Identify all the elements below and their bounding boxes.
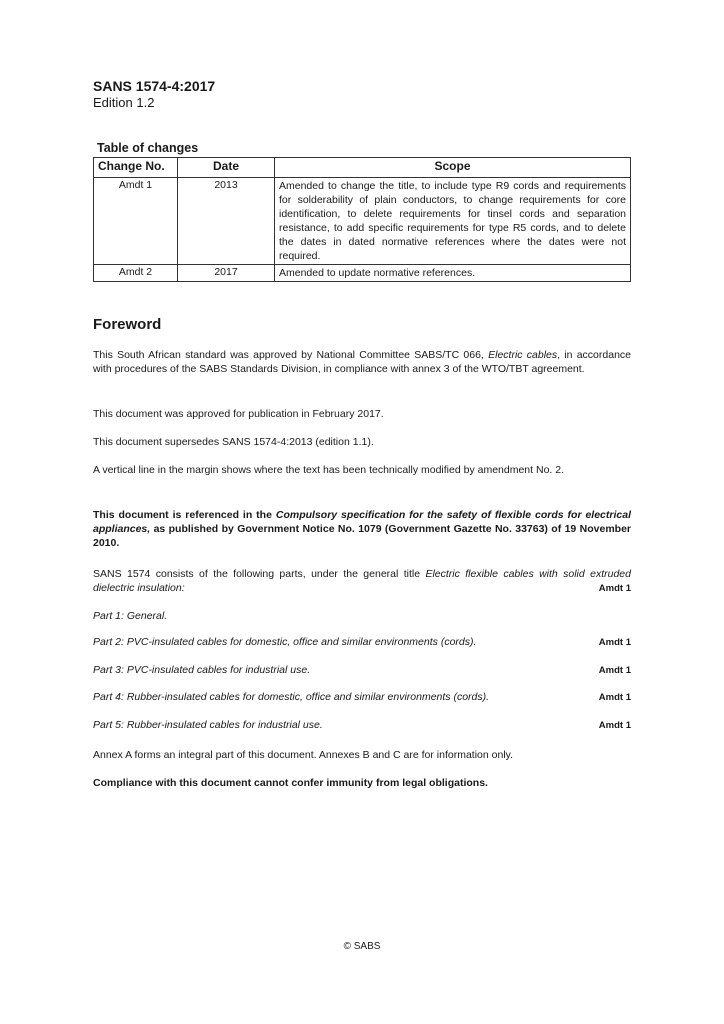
amendment-paragraph: A vertical line in the margin shows where the text has been technically modified by amendment No. 2. (93, 464, 564, 476)
scope-cell: Amended to change the title, to include type R9 cords and requirements for solderability of plain conductors, to change requirements for core identification, to delete requirements for tinsel cords and separation resistance, to add specific requirements for type R5 cords, and to delete the dates in dated normative references where the dates were not required. (275, 178, 631, 265)
amendment-marker: Amdt 1 (598, 665, 631, 676)
change-cell: Amdt 1 (94, 178, 178, 265)
compulsory-spec-title: Compulsory specification for the safety of flexible cords for electrical appliances, (93, 509, 631, 535)
amendment-marker: Amdt 1 (598, 637, 631, 648)
part-item (93, 664, 631, 676)
approval-text: This South African standard was approved by National Committee SABS/TC 066, (93, 349, 489, 361)
edition-label: Edition 1.2 (93, 95, 155, 110)
part-item (93, 691, 631, 703)
table-header-row (94, 158, 631, 178)
scope-cell: Amended to update normative references. (275, 265, 631, 282)
table-row (94, 265, 631, 282)
part-item: Part 1: General. (93, 610, 168, 622)
reference-text: This document is referenced in the (93, 509, 276, 521)
table-of-changes (93, 157, 631, 282)
table-of-changes-title: Table of changes (97, 141, 199, 155)
part-item (93, 719, 631, 731)
foreword-heading: Foreword (93, 316, 162, 333)
supersedes-paragraph: This document supersedes SANS 1574-4:2013 (edition 1.1). (93, 436, 374, 448)
part-text: Part 3: PVC-insulated cables for industrial use. (93, 664, 311, 676)
column-header-change: Change No. (94, 158, 178, 178)
footer-copyright: © SABS (343, 941, 381, 952)
approval-paragraph (93, 348, 631, 376)
committee-name: Electric cables (488, 349, 558, 361)
approval-text-end: , in accordance with procedures of the SABS Standards Division, in compliance with annex 3 of the WTO/TBT agreement. (93, 349, 631, 375)
reference-text-end: as published by Government Notice No. 1079 (Government Gazette No. 33763) of 19 November 2010. (93, 523, 631, 549)
amendment-marker: Amdt 1 (598, 720, 631, 731)
part-text: Part 5: Rubber-insulated cables for industrial use. (93, 719, 323, 731)
publication-paragraph: This document was approved for publication in February 2017. (93, 408, 384, 420)
compulsory-spec-paragraph (93, 508, 631, 550)
date-cell: 2017 (178, 265, 275, 282)
parts-intro-paragraph (93, 567, 631, 595)
parts-intro-text: SANS 1574 consists of the following parts, under the general title (93, 568, 426, 580)
part-item (93, 636, 631, 648)
part-text: Part 4: Rubber-insulated cables for domestic, office and similar environments (cords). (93, 691, 490, 703)
column-header-scope: Scope (275, 158, 631, 178)
compliance-paragraph: Compliance with this document cannot confer immunity from legal obligations. (93, 777, 488, 789)
table-row (94, 178, 631, 265)
amendment-marker: Amdt 1 (598, 583, 631, 594)
column-header-date: Date (178, 158, 275, 178)
part-text: Part 2: PVC-insulated cables for domestic, office and similar environments (cords). (93, 636, 477, 648)
annex-paragraph: Annex A forms an integral part of this document. Annexes B and C are for information only. (93, 749, 514, 761)
general-title: Electric flexible cables with solid extruded dielectric insulation: (93, 568, 631, 594)
document-id: SANS 1574-4:2017 (93, 78, 216, 94)
amendment-marker: Amdt 1 (598, 692, 631, 703)
date-cell: 2013 (178, 178, 275, 265)
change-cell: Amdt 2 (94, 265, 178, 282)
